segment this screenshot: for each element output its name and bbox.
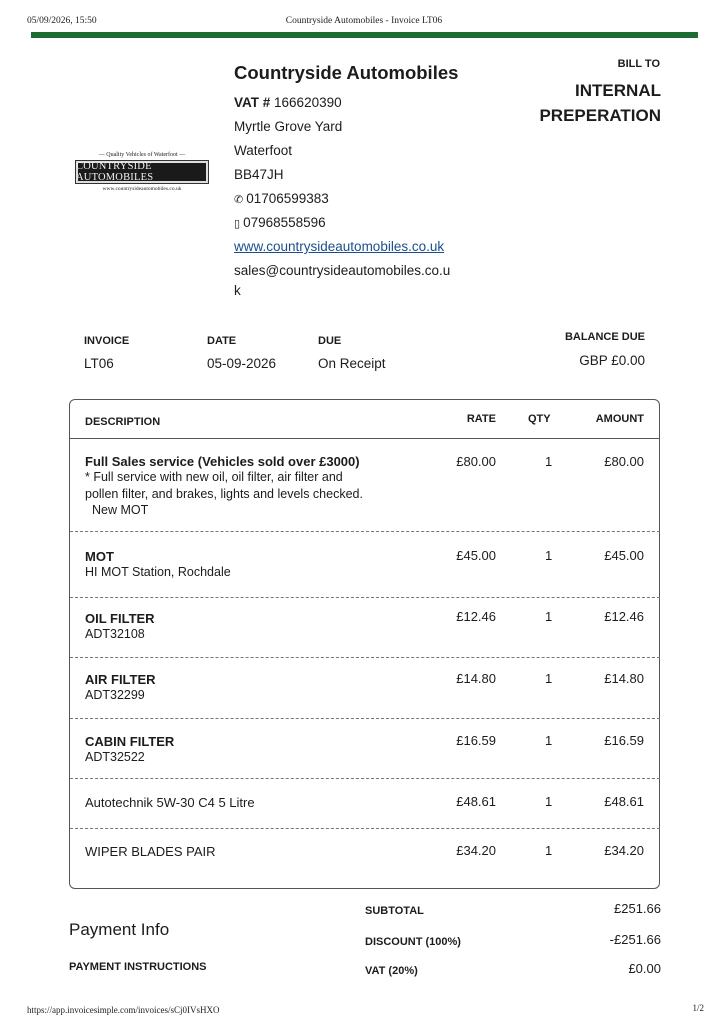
item-detail: ADT32522 [85, 750, 145, 764]
table-header-divider [70, 438, 660, 439]
print-datetime: 05/09/2026, 15:50 [27, 16, 97, 26]
item-title: AIR FILTER [85, 672, 156, 687]
item-amount: £14.80 [604, 671, 644, 686]
payment-instructions-label: PAYMENT INSTRUCTIONS [69, 961, 207, 973]
row-divider [70, 828, 660, 829]
discount-value: -£251.66 [609, 932, 661, 947]
item-detail: HI MOT Station, Rochdale [85, 565, 231, 579]
date-label: DATE [207, 335, 237, 347]
table-row [85, 734, 174, 766]
website-link[interactable]: www.countrysideautomobiles.co.uk [234, 239, 445, 254]
item-rate: £48.61 [456, 794, 496, 809]
mobile-line [234, 215, 326, 230]
invoice-number: LT06 [84, 356, 114, 371]
row-divider [70, 718, 660, 719]
invoice-label: INVOICE [84, 335, 130, 347]
item-rate: £16.59 [456, 733, 496, 748]
bill-to-line-1: INTERNAL [575, 81, 661, 100]
due-value: On Receipt [318, 356, 386, 371]
phone-icon: ✆ [234, 194, 244, 206]
item-amount: £34.20 [604, 843, 644, 858]
item-rate: £14.80 [456, 671, 496, 686]
item-qty: 1 [545, 454, 553, 469]
vat-label: VAT # [234, 95, 271, 110]
email-line-2[interactable]: k [234, 283, 241, 298]
item-qty: 1 [545, 548, 553, 563]
invoice-date: 05-09-2026 [207, 356, 277, 371]
due-label: DUE [318, 335, 342, 347]
item-detail: ADT32299 [85, 688, 145, 702]
row-divider [70, 531, 660, 532]
item-amount: £12.46 [604, 609, 644, 624]
print-title: Countryside Automobiles - Invoice LT06 [285, 16, 443, 26]
phone-number[interactable]: 01706599383 [246, 191, 329, 206]
item-title: Full Sales service (Vehicles sold over £3000) [85, 454, 360, 469]
address-line-1: Myrtle Grove Yard [234, 119, 343, 134]
email-line-1[interactable]: sales@countrysideautomobiles.co.u [234, 263, 451, 278]
row-divider [70, 657, 660, 658]
col-header-rate: RATE [466, 413, 496, 425]
vat-line [234, 95, 342, 110]
page-number: 1/2 [692, 1003, 704, 1013]
vat-value: £0.00 [628, 961, 661, 976]
payment-info-title: Payment Info [69, 920, 170, 939]
item-qty: 1 [545, 733, 553, 748]
postcode: BB47JH [234, 167, 284, 182]
bill-to-name [501, 78, 661, 128]
table-row [85, 549, 231, 581]
phone-line [234, 191, 329, 206]
vat-label: VAT (20%) [365, 965, 418, 977]
header-divider [31, 32, 698, 38]
logo-tagline: — Quality Vehicles of Waterfoot — [98, 152, 186, 158]
subtotal-label: SUBTOTAL [365, 905, 424, 917]
item-title: CABIN FILTER [85, 734, 175, 749]
item-detail: * Full service with new oil, oil filter, air filter and [85, 470, 343, 484]
col-header-description: DESCRIPTION [85, 416, 161, 428]
company-logo [74, 152, 210, 206]
mobile-icon: ▯ [234, 218, 241, 230]
item-title: OIL FILTER [85, 611, 155, 626]
logo-url: www.countrysideautomobiles.co.uk [102, 186, 182, 192]
item-title: MOT [85, 549, 114, 564]
bill-to-label: BILL TO [617, 58, 660, 70]
item-detail: New MOT [92, 503, 149, 517]
item-qty: 1 [545, 794, 553, 809]
item-title: WIPER BLADES PAIR [85, 844, 216, 859]
page-url: https://app.invoicesimple.com/invoices/sCj0IVsHXO [27, 1005, 220, 1015]
col-header-qty: QTY [528, 413, 551, 425]
item-amount: £45.00 [604, 548, 644, 563]
item-title: Autotechnik 5W-30 C4 5 Litre [85, 795, 255, 810]
balance-due-label: BALANCE DUE [564, 331, 645, 343]
row-divider [70, 597, 660, 598]
vat-number: 166620390 [274, 95, 342, 110]
discount-label: DISCOUNT (100%) [365, 936, 461, 948]
table-row [85, 611, 155, 643]
bill-to-line-2: PREPERATION [539, 106, 661, 125]
col-header-amount: AMOUNT [595, 413, 644, 425]
address-line-2: Waterfoot [234, 143, 293, 158]
logo-wordmark: COUNTRYSIDE AUTOMOBILES [75, 160, 209, 184]
balance-due-value: GBP £0.00 [579, 353, 645, 368]
mobile-number[interactable]: 07968558596 [243, 215, 326, 230]
table-row [85, 672, 156, 704]
item-qty: 1 [545, 609, 553, 624]
item-amount: £48.61 [604, 794, 644, 809]
item-rate: £45.00 [456, 548, 496, 563]
item-detail: pollen filter, and brakes, lights and levels checked. [85, 486, 363, 501]
item-amount: £80.00 [604, 454, 644, 469]
item-amount: £16.59 [604, 733, 644, 748]
company-name: Countryside Automobiles [234, 62, 459, 83]
row-divider [70, 778, 660, 779]
item-qty: 1 [545, 843, 553, 858]
item-qty: 1 [545, 671, 553, 686]
item-rate: £80.00 [456, 454, 496, 469]
item-rate: £12.46 [456, 609, 496, 624]
item-detail: ADT32108 [85, 627, 145, 641]
subtotal-value: £251.66 [614, 901, 661, 916]
item-rate: £34.20 [456, 843, 496, 858]
table-row [85, 454, 435, 519]
